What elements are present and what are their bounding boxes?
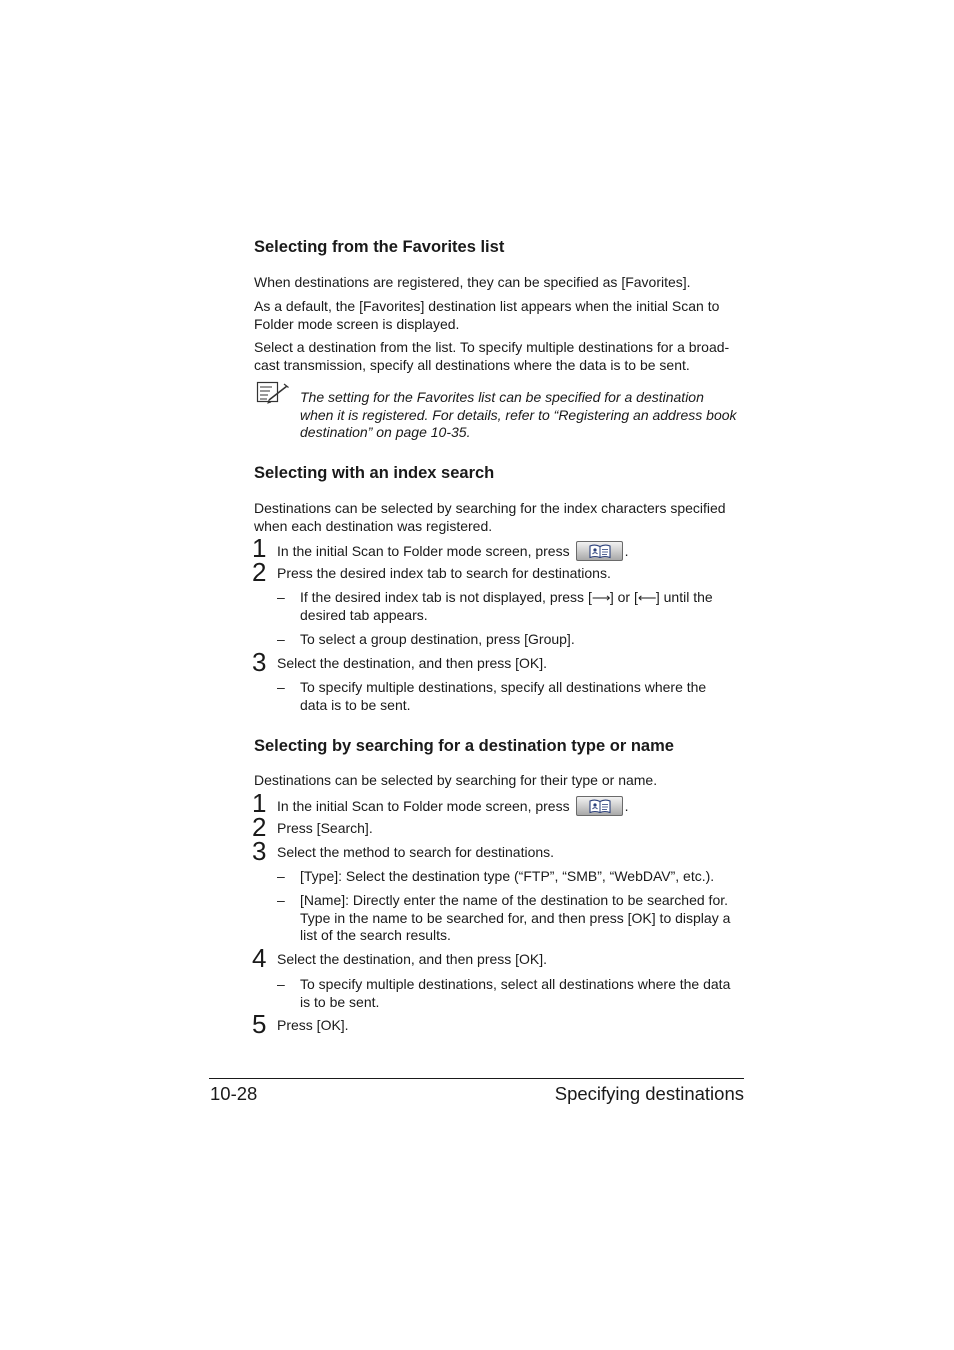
section-heading-favorites: Selecting from the Favorites list xyxy=(254,238,505,256)
index-step-3: Select the destination, and then press [OK]. xyxy=(277,655,548,671)
type-step-1-suffix: . xyxy=(624,798,629,814)
footer-divider xyxy=(209,1078,744,1079)
index-sub-3-line-2: data is to be sent. xyxy=(300,696,411,713)
index-intro-line-1: Destinations can be selected by searching for the index characters specified xyxy=(254,500,726,516)
favorites-para-2-line-1: As a default, the [Favorites] destination list appears when the initial Scan to xyxy=(254,298,720,314)
dash-bullet: – xyxy=(277,589,285,605)
favorites-para-2-line-2: Folder mode screen is displayed. xyxy=(254,315,460,332)
index-step-1-suffix: . xyxy=(624,543,629,559)
type-sub-3b-line-1: [Name]: Directly enter the name of the destination to be searched for. xyxy=(300,892,729,908)
dash-bullet: – xyxy=(277,631,285,647)
index-intro xyxy=(254,500,726,535)
favorites-para-2 xyxy=(254,298,719,333)
type-sub-3a: [Type]: Select the destination type (“FTP”, “SMB”, “WebDAV”, etc.). xyxy=(300,868,715,884)
step-number-5: 5 xyxy=(252,1009,267,1039)
type-sub-4-line-2: is to be sent. xyxy=(300,993,380,1010)
step-number-2: 2 xyxy=(252,812,267,842)
type-intro: Destinations can be selected by searching for their type or name. xyxy=(254,772,658,788)
index-intro-line-2: when each destination was registered. xyxy=(254,517,493,534)
section-heading-index-search: Selecting with an index search xyxy=(254,464,495,482)
index-step-2: Press the desired index tab to search for destinations. xyxy=(277,565,611,581)
dash-bullet: – xyxy=(277,679,285,695)
type-sub-3b-line-2: Type in the name to be searched for, and then press [OK] to display a xyxy=(300,909,731,926)
step-number-3: 3 xyxy=(252,836,267,866)
favorites-para-3-line-1: Select a destination from the list. To specify multiple destinations for a broad- xyxy=(254,339,730,355)
note-line-3: destination” on page 10-35. xyxy=(300,424,471,440)
favorites-para-3 xyxy=(254,339,729,374)
step-number-1: 1 xyxy=(252,533,267,563)
dash-bullet: – xyxy=(277,892,285,908)
address-book-icon xyxy=(589,799,611,814)
step-number-3: 3 xyxy=(252,647,267,677)
index-step-1-text: In the initial Scan to Folder mode screen, press xyxy=(277,543,570,559)
note-line-2: when it is registered. For details, refer to “Registering an address book xyxy=(300,406,737,423)
address-book-button[interactable] xyxy=(576,796,623,816)
address-book-button[interactable] xyxy=(576,541,623,561)
dash-bullet: – xyxy=(277,868,285,884)
index-sub-2a-mid: ] or [ xyxy=(609,589,638,605)
type-sub-3b-line-3: list of the search results. xyxy=(300,927,451,943)
favorites-note xyxy=(300,389,737,442)
index-sub-2a-pre: If the desired index tab is not displayed, press [ xyxy=(300,589,592,605)
type-step-4: Select the destination, and then press [OK]. xyxy=(277,951,548,967)
index-step-1 xyxy=(277,541,628,561)
type-sub-3b xyxy=(300,892,730,945)
type-sub-4 xyxy=(300,976,730,1011)
favorites-para-3-line-2: cast transmission, specify all destinations where the data is to be sent. xyxy=(254,356,690,373)
page-number: 10-28 xyxy=(210,1083,258,1104)
type-sub-4-line-1: To specify multiple destinations, select all destinations where the data xyxy=(300,976,731,992)
chapter-title: Specifying destinations xyxy=(554,1083,744,1104)
left-arrow-icon: ⟵ xyxy=(637,590,657,605)
right-arrow-icon: ⟶ xyxy=(591,590,611,605)
index-sub-2a-line-2: desired tab appears. xyxy=(300,606,428,623)
note-pencil-icon xyxy=(255,381,291,405)
step-number-4: 4 xyxy=(252,943,267,973)
type-step-1-text: In the initial Scan to Folder mode screen, press xyxy=(277,798,570,814)
address-book-icon xyxy=(589,544,611,559)
index-sub-2b: To select a group destination, press [Group]. xyxy=(300,631,575,647)
dash-bullet: – xyxy=(277,976,285,992)
type-step-3: Select the method to search for destinations. xyxy=(277,844,555,860)
type-step-5: Press [OK]. xyxy=(277,1017,349,1033)
type-step-1 xyxy=(277,796,628,816)
index-sub-3-line-1: To specify multiple destinations, specify all destinations where the xyxy=(300,679,707,695)
index-sub-2a-post: ] until the xyxy=(655,589,713,605)
favorites-para-1: When destinations are registered, they can be specified as [Favorites]. xyxy=(254,274,691,290)
step-number-2: 2 xyxy=(252,557,267,587)
step-number-1: 1 xyxy=(252,788,267,818)
note-line-1: The setting for the Favorites list can be specified for a destination xyxy=(300,389,704,405)
type-step-2: Press [Search]. xyxy=(277,820,373,836)
index-sub-3 xyxy=(300,679,706,714)
index-sub-2a xyxy=(300,589,713,624)
section-heading-type-or-name: Selecting by searching for a destination type or name xyxy=(254,737,674,755)
